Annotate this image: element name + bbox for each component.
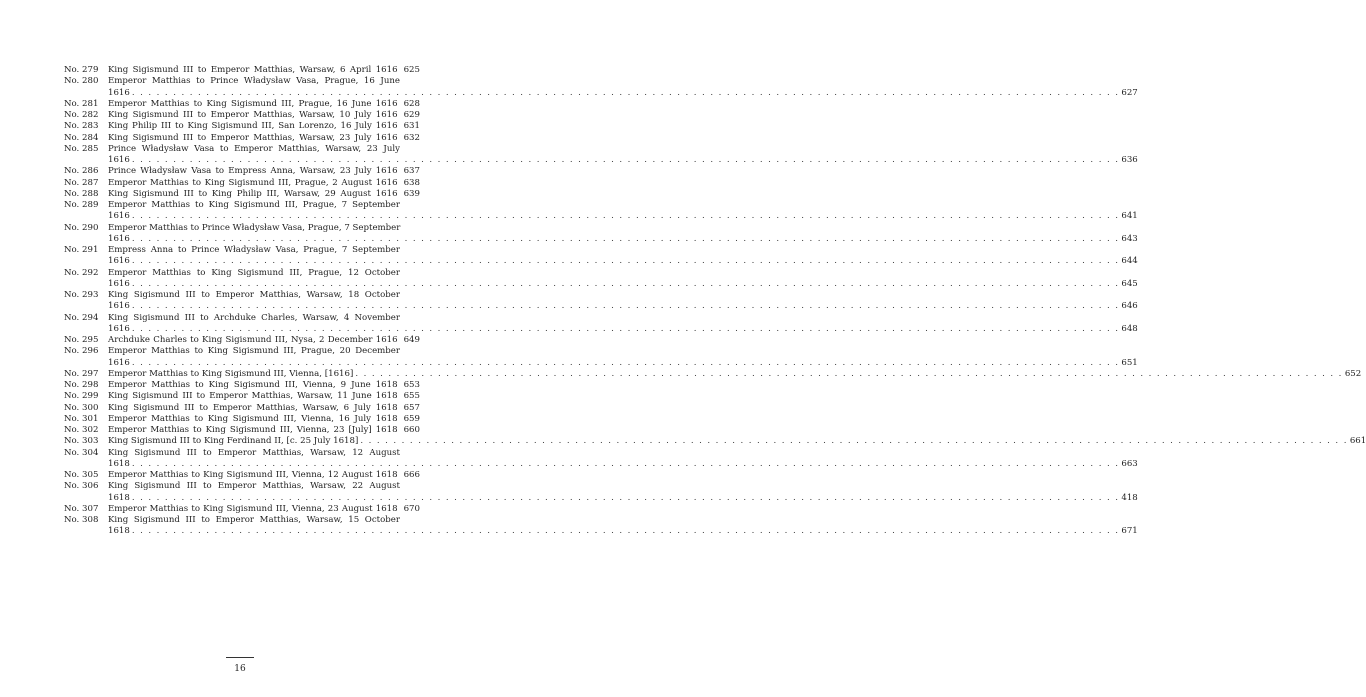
entry-title: Prince Władysław Vasa to Empress Anna, Warsaw, 23 July 1616 (108, 166, 398, 177)
entry-line (108, 301, 1138, 312)
toc-entry (64, 121, 420, 132)
entry-line (108, 121, 420, 132)
entry-number: No. 287 (64, 177, 99, 188)
toc-entry (64, 290, 1138, 313)
entry-title: 1616 (108, 211, 130, 222)
dot-leader: . . . . . . . . . . . . . . . . . . . . . . . . . . . . . . . . . . . . . . . . . . . . . . . . . . . . . . . . . . . . . . . . . . . . . . . . . . . . . . . . . . . . . . . . . . . . . . . . . . . . . . . . . . . . . . . . . . . . . . . . (131, 492, 1120, 503)
entry-line (108, 380, 420, 391)
entry-number: No. 300 (64, 402, 99, 413)
dot-leader: . . . . . . . . . . . . . . . . . . . . . . . . . . . . . . . . . . . . . . . . . . . . . . . . . . . . . . . . . . . . . . . . . . . . . . . . . . . . . . . . . . . . . . . . . . . . . . . . . . . . . . . . . . . . . . . . . . . . . . . . (131, 301, 1120, 312)
dot-leader: . . . . . . . . . . . . . . . . . . . . . . . . . . . . . . . . . . . . . . . . . . . . . . . . . . . . . . . . . . . . . . . . . . . . . . . . . . . . . . . . . . . . . . . . . . . . . . . . . . . . . . . . . . . . . . . . . . . . . . . . (355, 368, 1343, 379)
toc-entry (64, 178, 420, 189)
entry-title: King Sigismund III to Emperor Matthias, Warsaw, 22 August (108, 481, 400, 492)
entry-title: Prince Władysław Vasa to Emperor Matthias, Warsaw, 23 July (108, 143, 400, 154)
entry-line (108, 323, 1138, 335)
entry-title: Emperor Matthias to King Sigismund III, Vienna, [1616] (108, 368, 354, 379)
entry-title: 1616 (108, 233, 130, 244)
entry-line (108, 526, 1138, 537)
entry-line (108, 65, 420, 76)
page-ref: 636 (1121, 155, 1138, 165)
toc-entry (64, 76, 1138, 99)
entry-title: King Sigismund III to Emperor Matthias, Warsaw, 12 August (108, 447, 400, 458)
entry-title: Archduke Charles to King Sigismund III, Nysa, 2 December 1616 (108, 335, 398, 345)
toc-entry (64, 391, 420, 402)
entry-title: 1616 (108, 155, 130, 165)
entry-line (108, 211, 1138, 222)
entry-line (108, 335, 420, 346)
entry-line (108, 278, 1138, 290)
entry-number: No. 286 (64, 166, 99, 177)
entry-number: No. 303 (64, 436, 99, 447)
page-ref: 629 (403, 110, 420, 120)
toc-entry (64, 312, 1138, 336)
toc-entry (64, 504, 420, 515)
entry-title: 1616 (108, 278, 130, 289)
entry-line (108, 87, 1138, 99)
toc-entry (64, 470, 420, 481)
entry-number: No. 279 (64, 65, 99, 75)
page-ref: 653 (403, 380, 420, 390)
entry-title: King Sigismund III to Emperor Matthias, Warsaw, 6 July 1618 (108, 402, 398, 413)
dot-leader: . . . . . . . . . . . . . . . . . . . . . . . . . . . . . . . . . . . . . . . . . . . . . . . . . . . . . . . . . . . . . . . . . . . . . . . . . . . . . . . . . . . . . . . . . . . . . . . . . . . . . . . . . . . . . . . . . . . . . . . . (131, 256, 1120, 267)
entry-number: No. 306 (64, 481, 99, 492)
toc-entry (64, 189, 420, 200)
entry-title: Emperor Matthias to King Sigismund III, Prague, 20 December (108, 346, 400, 357)
entry-line (108, 391, 420, 402)
entry-title: Emperor Matthias to King Sigismund III, Vienna, 12 August 1618 (108, 470, 398, 480)
entry-line (108, 492, 1138, 504)
entry-line (108, 425, 420, 436)
entry-line (108, 110, 420, 121)
toc-entry (64, 166, 420, 177)
page-ref: 644 (1121, 256, 1138, 267)
entry-title: King Philip III to King Sigismund III, San Lorenzo, 16 July 1616 (108, 121, 398, 132)
entry-title: King Sigismund III to Emperor Matthias, Warsaw, 6 April 1616 (108, 65, 398, 75)
footer-rule (226, 657, 254, 658)
entry-title: Emperor Matthias to King Sigismund III, Vienna, 23 August 1618 (108, 503, 398, 514)
page-ref: 638 (403, 177, 420, 188)
dot-leader: . . . . . . . . . . . . . . . . . . . . . . . . . . . . . . . . . . . . . . . . . . . . . . . . . . . . . . . . . . . . . . . . . . . . . . . . . . . . . . . . . . . . . . . . . . . . . . . . . . . . . . . . . . . . . . . . . . . . . . . . (131, 323, 1120, 334)
dot-leader: . . . . . . . . . . . . . . . . . . . . . . . . . . . . . . . . . . . . . . . . . . . . . . . . . . . . . . . . . . . . . . . . . . . . . . . . . . . . . . . . . . . . . . . . . . . . . . . . . . . . . . . . . . . . . . . . . . . . . . . . (131, 357, 1120, 368)
entry-title: 1616 (108, 323, 130, 334)
entry-number: No. 296 (64, 346, 99, 357)
entry-number: No. 299 (64, 391, 99, 402)
entry-line (108, 515, 420, 526)
entry-title: Emperor Matthias to Prince Władysław Vasa, Prague, 7 September (108, 222, 401, 233)
entry-line (108, 133, 420, 144)
page-ref: 637 (403, 166, 420, 177)
entry-number: No. 304 (64, 447, 99, 458)
toc-entry (64, 414, 420, 425)
entry-title: King Sigismund III to King Philip III, Warsaw, 29 August 1616 (108, 188, 398, 199)
entry-line (108, 155, 1138, 166)
entry-number: No. 308 (64, 515, 99, 525)
entry-number: No. 289 (64, 200, 99, 210)
entry-title: 1618 (108, 458, 130, 469)
entry-number: No. 298 (64, 380, 99, 390)
dot-leader: . . . . . . . . . . . . . . . . . . . . . . . . . . . . . . . . . . . . . . . . . . . . . . . . . . . . . . . . . . . . . . . . . . . . . . . . . . . . . . . . . . . . . . . . . . . . . . . . . . . . . . . . . . . . . . . . . . . . . . . . (360, 436, 1348, 447)
entry-number: No. 294 (64, 312, 99, 323)
entry-title: King Sigismund III to Emperor Matthias, Warsaw, 11 June 1618 (108, 391, 398, 402)
toc-entry (64, 346, 1138, 369)
page-ref: 660 (403, 425, 420, 435)
entry-title: Emperor Matthias to King Sigismund III, Vienna, 9 June 1618 (108, 380, 398, 390)
entry-number: No. 282 (64, 110, 99, 120)
entry-number: No. 305 (64, 470, 99, 480)
entry-line (108, 436, 1366, 447)
entry-title: King Sigismund III to Emperor Matthias, Warsaw, 15 October (108, 515, 400, 525)
entry-title: 1616 (108, 87, 130, 98)
entry-title: King Sigismund III to Archduke Charles, Warsaw, 4 November (108, 312, 400, 323)
toc-entry (64, 447, 1138, 471)
toc-entry (64, 110, 420, 121)
entry-line (108, 403, 420, 414)
entry-number: No. 285 (64, 143, 99, 154)
entry-line (108, 458, 1138, 470)
entry-line (108, 368, 1362, 380)
page-ref: 649 (403, 335, 420, 345)
page-ref: 627 (1121, 87, 1138, 98)
page-number: 16 (234, 664, 246, 674)
entry-line (108, 76, 420, 87)
dot-leader: . . . . . . . . . . . . . . . . . . . . . . . . . . . . . . . . . . . . . . . . . . . . . . . . . . . . . . . . . . . . . . . . . . . . . . . . . . . . . . . . . . . . . . . . . . . . . . . . . . . . . . . . . . . . . . . . . . . . . . . . (131, 526, 1120, 537)
entry-line (108, 414, 420, 425)
entry-title: 1618 (108, 526, 130, 537)
toc-entry (64, 133, 420, 144)
entry-number: No. 297 (64, 368, 99, 379)
entry-number: No. 292 (64, 267, 99, 278)
toc-entry (64, 368, 1362, 380)
entry-line (108, 448, 420, 459)
entry-line (108, 470, 420, 481)
dot-leader: . . . . . . . . . . . . . . . . . . . . . . . . . . . . . . . . . . . . . . . . . . . . . . . . . . . . . . . . . . . . . . . . . . . . . . . . . . . . . . . . . . . . . . . . . . . . . . . . . . . . . . . . . . . . . . . . . . . . . . . . (131, 458, 1120, 469)
page-ref: 666 (403, 470, 420, 480)
entry-number: No. 291 (64, 245, 99, 255)
page-ref: 648 (1121, 323, 1138, 334)
page-ref: 659 (403, 413, 420, 424)
page-ref: 651 (1121, 357, 1138, 368)
entry-title: Emperor Matthias to King Sigismund III, Prague, 16 June 1616 (108, 98, 398, 109)
entry-line (108, 357, 1138, 369)
page-ref: 661 (1349, 436, 1366, 447)
entry-line (108, 256, 1138, 267)
page-ref: 646 (1121, 301, 1138, 312)
entry-number: No. 290 (64, 222, 99, 233)
table-of-contents (64, 65, 1366, 538)
entry-title: Emperor Matthias to Prince Władysław Vasa, Prague, 16 June (108, 76, 400, 87)
toc-entry (64, 515, 1138, 538)
entry-title: 1618 (108, 492, 130, 503)
page-ref: 663 (1121, 458, 1138, 469)
entry-number: No. 293 (64, 290, 99, 300)
page-ref: 418 (1121, 492, 1138, 503)
page-ref: 631 (403, 121, 420, 132)
entry-title: Emperor Matthias to King Sigismund III, Prague, 2 August 1616 (108, 177, 398, 188)
dot-leader: . . . . . . . . . . . . . . . . . . . . . . . . . . . . . . . . . . . . . . . . . . . . . . . . . . . . . . . . . . . . . . . . . . . . . . . . . . . . . . . . . . . . . . . . . . . . . . . . . . . . . . . . . . . . . . . . . . . . . . . . (131, 233, 1120, 244)
entry-line (108, 189, 420, 200)
page-ref: 632 (403, 132, 420, 143)
entry-title: Emperor Matthias to King Sigismund III, Vienna, 16 July 1618 (108, 413, 398, 424)
entry-number: No. 288 (64, 188, 99, 199)
dot-leader: . . . . . . . . . . . . . . . . . . . . . . . . . . . . . . . . . . . . . . . . . . . . . . . . . . . . . . . . . . . . . . . . . . . . . . . . . . . . . . . . . . . . . . . . . . . . . . . . . . . . . . . . . . . . . . . . . . . . . . . . (131, 87, 1120, 98)
dot-leader: . . . . . . . . . . . . . . . . . . . . . . . . . . . . . . . . . . . . . . . . . . . . . . . . . . . . . . . . . . . . . . . . . . . . . . . . . . . . . . . . . . . . . . . . . . . . . . . . . . . . . . . . . . . . . . . . . . . . . . . . (131, 278, 1120, 289)
page-ref: 628 (403, 98, 420, 109)
entry-title: Emperor Matthias to King Sigismund III, Prague, 12 October (108, 267, 400, 278)
toc-entry (64, 380, 420, 391)
page-ref: 625 (403, 65, 420, 75)
entry-title: Emperor Matthias to King Sigismund III, Vienna, 23 [July] 1618 (108, 425, 398, 435)
toc-entry (64, 65, 420, 76)
entry-line (108, 245, 420, 256)
dot-leader: . . . . . . . . . . . . . . . . . . . . . . . . . . . . . . . . . . . . . . . . . . . . . . . . . . . . . . . . . . . . . . . . . . . . . . . . . . . . . . . . . . . . . . . . . . . . . . . . . . . . . . . . . . . . . . . . . . . . . . . . (131, 211, 1120, 222)
entry-number: No. 283 (64, 121, 99, 132)
page-ref: 670 (403, 503, 420, 514)
entry-title: 1616 (108, 357, 130, 368)
entry-number: No. 295 (64, 335, 99, 345)
entry-line (108, 223, 420, 234)
entry-title: King Sigismund III to Emperor Matthias, Warsaw, 18 October (108, 290, 400, 300)
entry-line (108, 481, 420, 492)
toc-entry (64, 222, 1138, 246)
entry-title: King Sigismund III to King Ferdinand II, [c. 25 July 1618] (108, 436, 359, 447)
entry-number: No. 280 (64, 76, 99, 87)
entry-title: 1616 (108, 301, 130, 312)
entry-title: Emperor Matthias to King Sigismund III, Prague, 7 September (108, 200, 400, 210)
entry-line (108, 166, 420, 177)
entry-title: King Sigismund III to Emperor Matthias, Warsaw, 10 July 1616 (108, 110, 398, 120)
toc-entry (64, 99, 420, 110)
page-ref: 655 (403, 391, 420, 402)
page-ref: 639 (403, 188, 420, 199)
entry-line (108, 178, 420, 189)
page-ref: 643 (1121, 233, 1138, 244)
entry-line (108, 233, 1138, 245)
entry-number: No. 281 (64, 98, 99, 109)
entry-line (108, 504, 420, 515)
page-ref: 657 (403, 402, 420, 413)
entry-line (108, 313, 420, 324)
toc-entry (64, 245, 1138, 268)
page-ref: 671 (1121, 526, 1138, 537)
entry-title: Empress Anna to Prince Władysław Vasa, Prague, 7 September (108, 245, 400, 255)
entry-number: No. 307 (64, 503, 99, 514)
entry-line (108, 268, 420, 279)
entry-number: No. 302 (64, 425, 99, 435)
entry-number: No. 301 (64, 413, 99, 424)
toc-entry (64, 143, 1138, 167)
toc-entry (64, 436, 1366, 447)
entry-number: No. 284 (64, 132, 99, 143)
page-ref: 645 (1121, 278, 1138, 289)
toc-entry (64, 481, 1138, 504)
toc-entry (64, 335, 420, 346)
toc-entry (64, 267, 1138, 291)
entry-title: 1616 (108, 256, 130, 267)
entry-line (108, 346, 420, 357)
toc-entry (64, 425, 420, 436)
dot-leader: . . . . . . . . . . . . . . . . . . . . . . . . . . . . . . . . . . . . . . . . . . . . . . . . . . . . . . . . . . . . . . . . . . . . . . . . . . . . . . . . . . . . . . . . . . . . . . . . . . . . . . . . . . . . . . . . . . . . . . . . (131, 155, 1120, 165)
entry-line (108, 144, 420, 155)
entry-line (108, 290, 420, 301)
toc-entry (64, 403, 420, 414)
page-ref: 641 (1121, 211, 1138, 222)
entry-title: King Sigismund III to Emperor Matthias, Warsaw, 23 July 1616 (108, 132, 398, 143)
entry-line (108, 99, 420, 110)
entry-line (108, 200, 420, 211)
page-ref: 652 (1344, 368, 1362, 379)
toc-entry (64, 200, 1138, 223)
